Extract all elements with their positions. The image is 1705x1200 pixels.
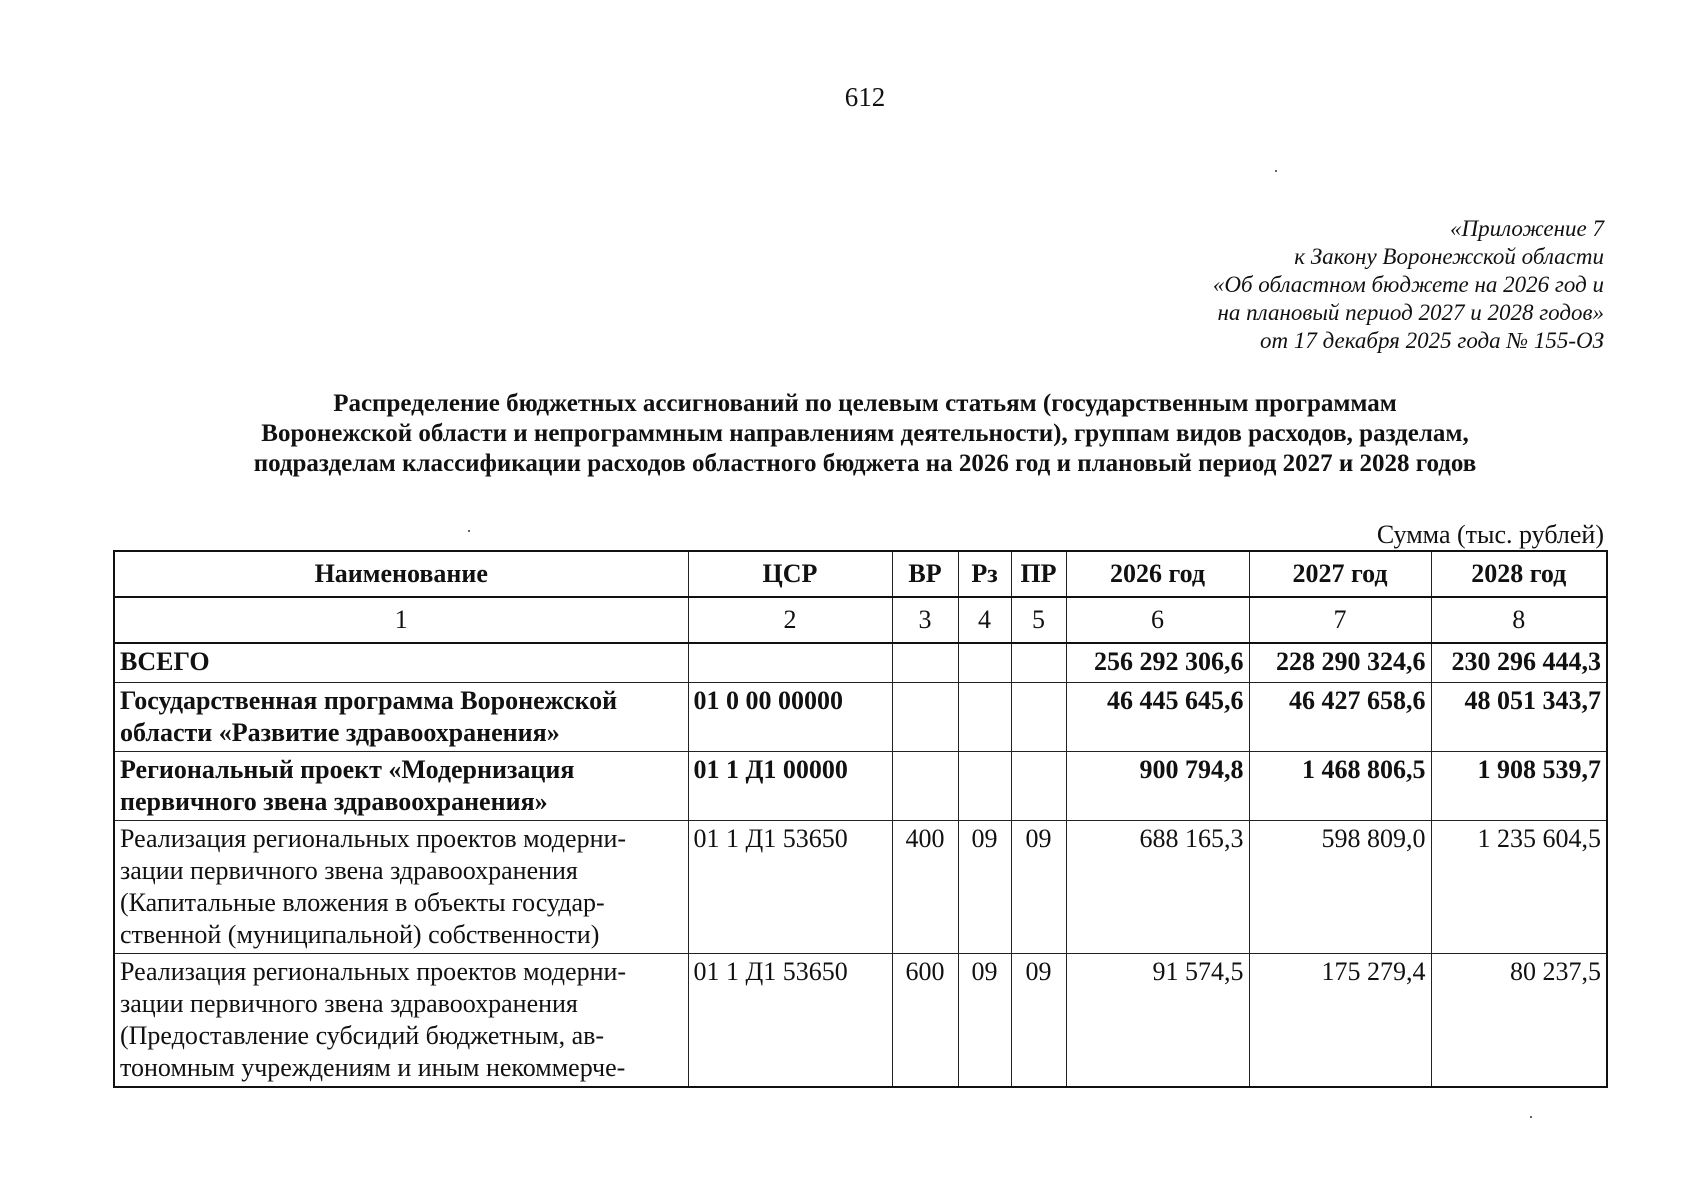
row-name-line: области «Развитие здравоохранения» [120,718,560,747]
row-pr [1011,683,1066,752]
column-number: 7 [1249,597,1431,643]
appendix-note-line: на плановый период 2027 и 2028 годов» [1217,300,1604,325]
row-amount-2026: 900 794,8 [1066,752,1249,821]
column-header-csr: ЦСР [688,551,892,597]
row-name-line: зации первичного звена здравоохранения [120,856,578,885]
row-vr: 400 [892,821,958,954]
row-name-line: Региональный проект «Модернизация [120,755,575,784]
row-amount-2026: 46 445 645,6 [1066,683,1249,752]
table-header-row [114,551,1607,597]
row-vr [892,643,958,683]
appendix-note-line: «Приложение 7 [1449,216,1604,241]
table-row-total [114,643,1607,683]
row-name [114,643,688,683]
row-amount-2026: 256 292 306,6 [1066,643,1249,683]
table-row [114,954,1607,1088]
column-number: 2 [688,597,892,643]
row-pr: 09 [1011,821,1066,954]
row-vr [892,752,958,821]
appendix-note-line: «Об областном бюджете на 2026 год и [1212,272,1604,297]
column-header-vr: ВР [892,551,958,597]
row-amount-2027: 228 290 324,6 [1249,643,1431,683]
row-amount-2027: 46 427 658,6 [1249,683,1431,752]
appendix-note-line: к Закону Воронежской области [1294,244,1604,269]
row-amount-2027: 598 809,0 [1249,821,1431,954]
scan-speck [468,530,470,532]
row-csr: 01 1 Д1 00000 [688,752,892,821]
units-label: Сумма (тыс. рублей) [1376,520,1604,549]
column-header-2027: 2027 год [1249,551,1431,597]
title-line: Воронежской области и непрограммным направлениям деятельности), группам видов расходов, разделам, [261,420,1469,447]
row-amount-2027: 175 279,4 [1249,954,1431,1088]
row-name-line: ственной (муниципальной) собственности) [120,920,600,949]
title-line: Распределение бюджетных ассигнований по целевым статьям (государственным программам [333,390,1397,417]
row-rz [958,643,1011,683]
document-title [140,389,1590,479]
column-number: 8 [1431,597,1607,643]
column-number: 3 [892,597,958,643]
row-amount-2028: 48 051 343,7 [1431,683,1607,752]
row-csr [688,643,892,683]
row-name [114,683,688,752]
column-header-pr: ПР [1011,551,1066,597]
appendix-note [1213,215,1604,355]
table-row [114,683,1607,752]
budget-table [113,550,1608,1088]
table-row [114,821,1607,954]
title-line: подразделам классификации расходов областного бюджета на 2026 год и плановый период 2027 и 2028 годов [253,450,1477,477]
row-amount-2028: 1 235 604,5 [1431,821,1607,954]
row-pr: 09 [1011,954,1066,1088]
column-header-2026: 2026 год [1066,551,1249,597]
row-name-line: Реализация региональных проектов модерни- [120,957,627,986]
row-name-line: ВСЕГО [120,647,210,676]
page-number: 612 [844,82,886,112]
column-header-rz: Рз [958,551,1011,597]
appendix-note-line: от 17 декабря 2025 года № 155-ОЗ [1259,328,1604,353]
row-name [114,954,688,1088]
row-name-line: (Капитальные вложения в объекты государ- [120,888,605,917]
row-name [114,752,688,821]
row-pr [1011,752,1066,821]
column-number: 5 [1011,597,1066,643]
row-amount-2026: 91 574,5 [1066,954,1249,1088]
column-number: 1 [114,597,688,643]
row-name-line: зации первичного звена здравоохранения [120,989,578,1018]
scan-speck [1275,170,1277,172]
column-header-2028: 2028 год [1431,551,1607,597]
row-amount-2028: 230 296 444,3 [1431,643,1607,683]
row-amount-2028: 80 237,5 [1431,954,1607,1088]
row-vr: 600 [892,954,958,1088]
row-rz [958,752,1011,821]
row-name-line: Реализация региональных проектов модерни- [120,824,627,853]
row-amount-2026: 688 165,3 [1066,821,1249,954]
row-rz: 09 [958,954,1011,1088]
row-csr: 01 0 00 00000 [688,683,892,752]
row-rz [958,683,1011,752]
column-number: 4 [958,597,1011,643]
column-numbering-row [114,597,1607,643]
row-csr: 01 1 Д1 53650 [688,821,892,954]
row-amount-2028: 1 908 539,7 [1431,752,1607,821]
row-name-line: тономным учреждениям и иным некоммерче- [120,1053,626,1082]
column-header-name: Наименование [114,551,688,597]
row-csr: 01 1 Д1 53650 [688,954,892,1088]
row-name-line: первичного звена здравоохранения» [120,787,548,816]
row-amount-2027: 1 468 806,5 [1249,752,1431,821]
row-name-line: Государственная программа Воронежской [120,686,618,715]
column-number: 6 [1066,597,1249,643]
scan-speck [1530,1116,1532,1118]
row-name-line: (Предоставление субсидий бюджетным, ав- [120,1021,605,1050]
row-name [114,821,688,954]
row-vr [892,683,958,752]
table-row [114,752,1607,821]
row-pr [1011,643,1066,683]
row-rz: 09 [958,821,1011,954]
